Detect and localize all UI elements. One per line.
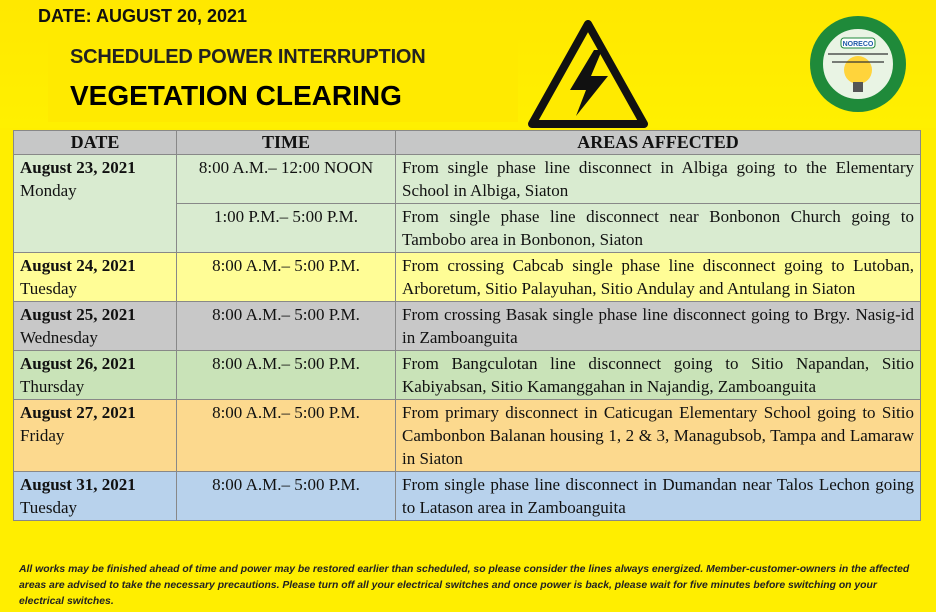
date-text: August 27, 2021: [20, 403, 136, 422]
day-text: Monday: [20, 181, 77, 200]
time-cell: 1:00 P.M.– 5:00 P.M.: [177, 204, 396, 253]
time-cell: 8:00 A.M.– 5:00 P.M.: [177, 351, 396, 400]
column-header-areas: AREAS AFFECTED: [396, 131, 921, 155]
title-banner: [48, 30, 518, 122]
logo-abbr: NORECO: [842, 41, 874, 48]
area-cell: From crossing Basak single phase line disconnect going to Brgy. Nasig-id in Zamboanguita: [396, 302, 921, 351]
date-cell: [14, 400, 177, 472]
high-voltage-warning-icon: [528, 20, 648, 128]
date-text: August 26, 2021: [20, 354, 136, 373]
area-cell: From crossing Cabcab single phase line disconnect going to Lutoban, Arboretum, Sitio Palayuhan, Sitio Andulay and Antulang in Siaton: [396, 253, 921, 302]
date-text: August 23, 2021: [20, 158, 136, 177]
table-row: [14, 253, 921, 302]
disclaimer-note: All works may be finished ahead of time and power may be restored earlier than scheduled, so please consider the lines always energized. Member-customer-owners in the affected areas are advised to take the necessary precautions. Please turn off all your electrical switches and once power is back, please wait for five minutes before switching on your electrical switches.: [19, 564, 910, 607]
subtitle: SCHEDULED POWER INTERRUPTION: [70, 46, 426, 68]
table-row: [14, 155, 921, 204]
date-cell: [14, 302, 177, 351]
table-row: [14, 472, 921, 521]
table-row: [14, 302, 921, 351]
day-text: Tuesday: [20, 498, 77, 517]
table-row: [14, 351, 921, 400]
day-text: Wednesday: [20, 328, 98, 347]
schedule-table: [13, 130, 921, 521]
day-text: Friday: [20, 426, 65, 445]
time-cell: 8:00 A.M.– 5:00 P.M.: [177, 400, 396, 472]
column-header-date: DATE: [14, 131, 177, 155]
area-cell: From single phase line disconnect in Dumandan near Talos Lechon going to Latason area in Zamboanguita: [396, 472, 921, 521]
day-text: Tuesday: [20, 279, 77, 298]
date-cell: [14, 253, 177, 302]
date-cell: [14, 155, 177, 253]
time-cell: 8:00 A.M.– 12:00 NOON: [177, 155, 396, 204]
area-cell: From primary disconnect in Caticugan Elementary School going to Sitio Cambonbon Balanan housing 1, 2 & 3, Managubsob, Tampa and Lamaraw in Siaton: [396, 400, 921, 472]
noreco-logo: [808, 14, 908, 114]
area-cell: From single phase line disconnect in Albiga going to the Elementary School in Albiga, Siaton: [396, 155, 921, 204]
table-header-row: [14, 131, 921, 155]
day-text: Thursday: [20, 377, 85, 396]
date-text: August 31, 2021: [20, 475, 136, 494]
column-header-time: TIME: [177, 131, 396, 155]
page-title: VEGETATION CLEARING: [70, 80, 402, 111]
date-cell: [14, 351, 177, 400]
time-cell: 8:00 A.M.– 5:00 P.M.: [177, 472, 396, 521]
time-cell: 8:00 A.M.– 5:00 P.M.: [177, 302, 396, 351]
time-cell: 8:00 A.M.– 5:00 P.M.: [177, 253, 396, 302]
table-row: [14, 400, 921, 472]
announcement-date: DATE: AUGUST 20, 2021: [38, 6, 248, 26]
area-cell: From single phase line disconnect near Bonbonon Church going to Tambobo area in Bonbonon, Siaton: [396, 204, 921, 253]
date-text: August 24, 2021: [20, 256, 136, 275]
date-cell: [14, 472, 177, 521]
date-text: August 25, 2021: [20, 305, 136, 324]
area-cell: From Bangculotan line disconnect going to Sitio Napandan, Sitio Kabiyabsan, Sitio Kamanggahan in Najandig, Zamboanguita: [396, 351, 921, 400]
